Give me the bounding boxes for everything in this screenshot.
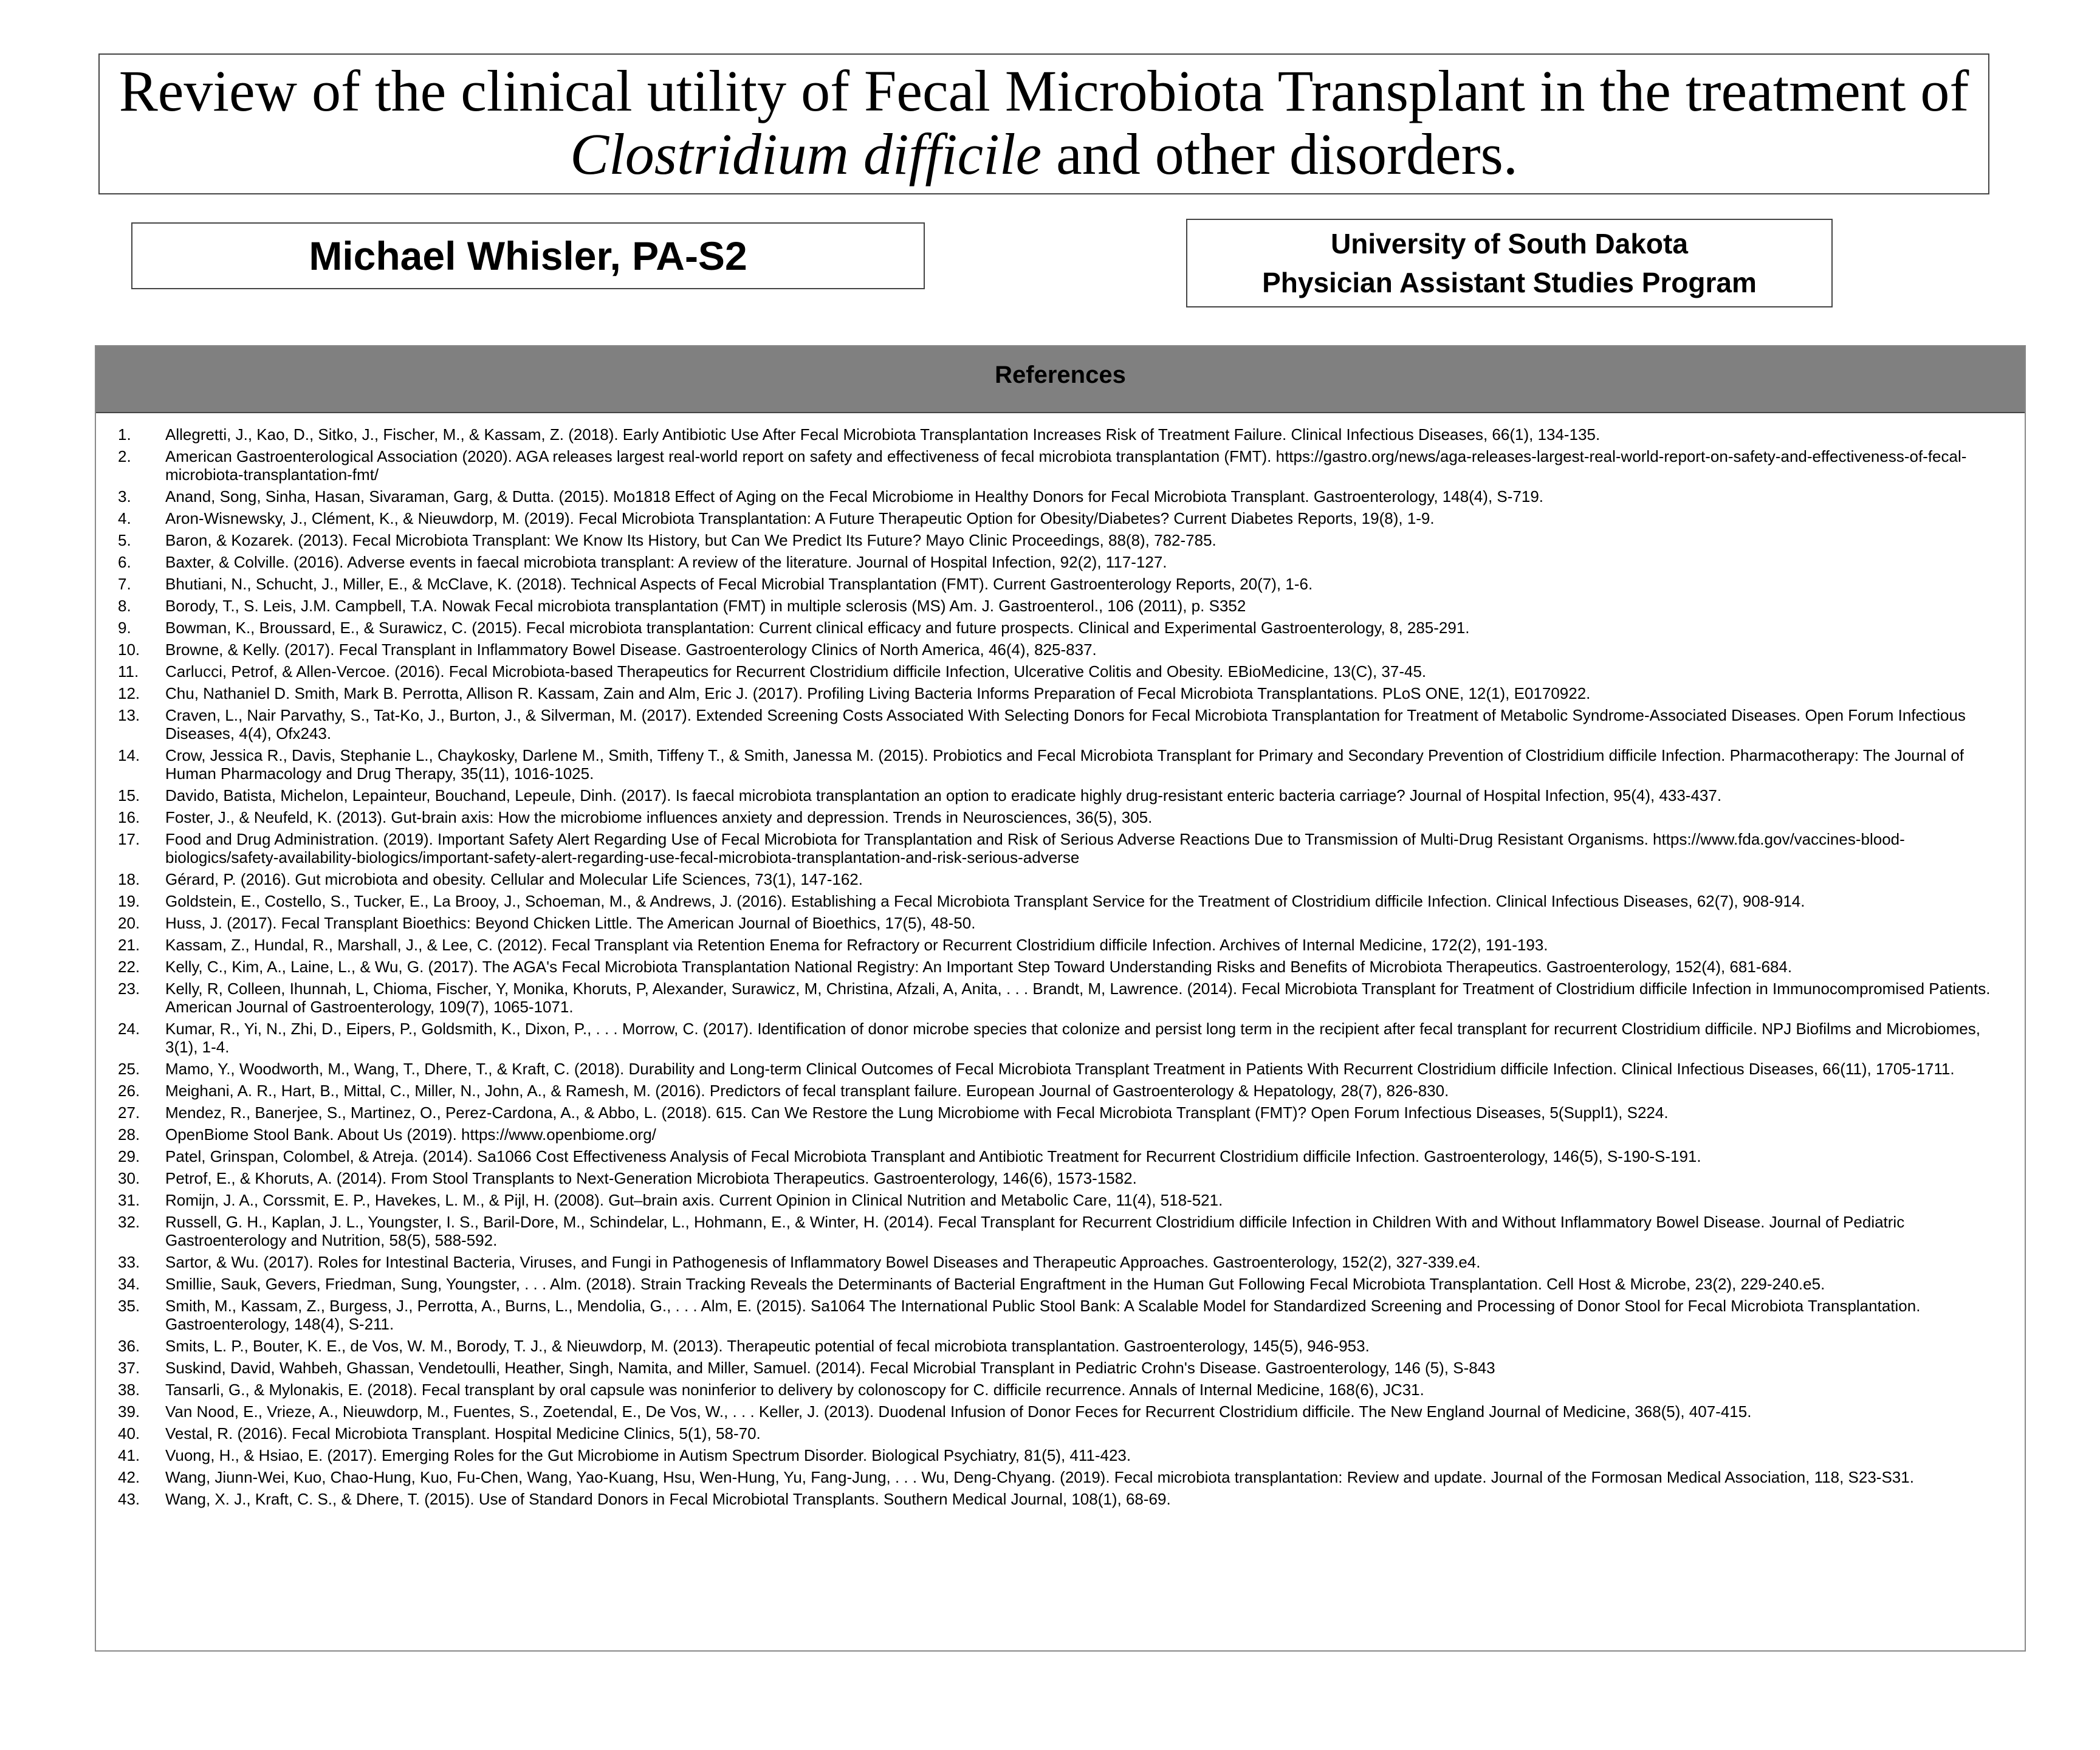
reference-text: Davido, Batista, Michelon, Lepainteur, Bouchand, Lepeule, Dinh. (2017). Is faecal microbiota transplantation an option to eradicate highly drug-resistant enteric bacteria carriage? Journal of Hospital Infection, 95(4), 433-437. [165,786,1722,805]
reference-number: 37. [118,1359,140,1377]
reference-number: 40. [118,1424,140,1443]
reference-text: Chu, Nathaniel D. Smith, Mark B. Perrotta, Allison R. Kassam, Zain and Alm, Eric J. (2017). Profiling Living Bacteria Informs Preparation of Fecal Microbiota Transplantations. PLoS ONE, 12(1), E0170922. [165,684,1591,702]
reference-item [118,597,1994,615]
reference-text: Goldstein, E., Costello, S., Tucker, E., La Brooy, J., Schoeman, M., & Andrews, J. (2016). Establishing a Fecal Microbiota Transplant Service for the Treatment of Clostridium difficile Infection. Clinical Infectious Diseases, 62(7), 908-914. [165,892,1805,910]
reference-number: 25. [118,1060,140,1078]
reference-number: 3. [118,487,131,506]
references-list [96,413,2025,1508]
title-organism-name: Clostridium difficile [570,122,1042,187]
reference-number: 33. [118,1253,140,1271]
reference-text: Crow, Jessica R., Davis, Stephanie L., Chaykosky, Darlene M., Smith, Tiffeny T., & Smith, Janessa M. (2015). Probiotics and Fecal Microbiota Transplant for Primary and Secondary Prevention of Clostridium difficile Infection. Pharmacotherapy: The Journal of Human Pharmacology and Drug Therapy, 35(11), 1016-1025. [165,746,1964,783]
reference-item [118,684,1994,702]
reference-text: Gérard, P. (2016). Gut microbiota and obesity. Cellular and Molecular Life Sciences, 73(1), 147-162. [165,870,863,888]
reference-number: 17. [118,830,140,848]
reference-item [118,1424,1994,1443]
reference-item [118,786,1994,805]
reference-item [118,640,1994,659]
reference-text: Wang, Jiunn-Wei, Kuo, Chao-Hung, Kuo, Fu-Chen, Wang, Yao-Kuang, Hsu, Wen-Hung, Yu, Fang-Jung, . . . Wu, Deng-Chyang. (2019). Fecal microbiota transplantation: Review and update. Journal of the Formosan Medical Association, 118, S23-S31. [165,1468,1914,1486]
reference-item [118,1468,1994,1486]
program-name: Physician Assistant Studies Program [1262,267,1757,298]
reference-text: Food and Drug Administration. (2019). Important Safety Alert Regarding Use of Fecal Microbiota for Transplantation and Risk of Serious Adverse Reactions Due to Transmission of Multi-Drug Resistant Organisms. https://www.fda.gov/vaccines-blood-biologics/safety-availability-biologics/important-safety-alert-regarding-use-fecal-microbiota-transplantation-and-risk-serious-adverse [165,830,1905,866]
reference-text: Meighani, A. R., Hart, B., Mittal, C., Miller, N., John, A., & Ramesh, M. (2016). Predictors of fecal transplant failure. European Journal of Gastroenterology & Hepatology, 28(7), 826-830. [165,1082,1449,1100]
reference-item [118,1337,1994,1355]
reference-item [118,575,1994,593]
reference-number: 27. [118,1103,140,1122]
reference-text: Aron-Wisnewsky, J., Clément, K., & Nieuwdorp, M. (2019). Fecal Microbiota Transplantation: A Future Therapeutic Option for Obesity/Diabetes? Current Diabetes Reports, 19(8), 1-9. [165,509,1435,527]
reference-text: Allegretti, J., Kao, D., Sitko, J., Fischer, M., & Kassam, Z. (2018). Early Antibiotic Use After Fecal Microbiota Transplantation Increases Risk of Treatment Failure. Clinical Infectious Diseases, 66(1), 134-135. [165,425,1601,444]
reference-item [118,531,1994,549]
reference-text: Kelly, C., Kim, A., Laine, L., & Wu, G. (2017). The AGA's Fecal Microbiota Transplantation National Registry: An Important Step Toward Understanding Risks and Benefits of Microbiota Therapeutics. Gastroenterology, 152(4), 681-684. [165,958,1793,976]
reference-number: 6. [118,553,131,571]
reference-number: 5. [118,531,131,549]
reference-item [118,1169,1994,1187]
reference-item [118,936,1994,954]
reference-text: Tansarli, G., & Mylonakis, E. (2018). Fecal transplant by oral capsule was noninferior to delivery by colonoscopy for C. difficile recurrence. Annals of Internal Medicine, 168(6), JC31. [165,1381,1424,1399]
reference-text: Carlucci, Petrof, & Allen-Vercoe. (2016). Fecal Microbiota-based Therapeutics for Recurrent Clostridium difficile Infection, Ulcerative Colitis and Obesity. EBioMedicine, 13(C), 37-45. [165,662,1427,681]
reference-item [118,662,1994,681]
reference-item [118,830,1994,866]
title-line-2 [100,123,1988,186]
reference-item [118,619,1994,637]
reference-number: 32. [118,1213,140,1231]
reference-text: Wang, X. J., Kraft, C. S., & Dhere, T. (2015). Use of Standard Donors in Fecal Microbiotal Transplants. Southern Medical Journal, 108(1), 68-69. [165,1490,1171,1508]
reference-text: Kelly, R, Colleen, Ihunnah, L, Chioma, Fischer, Y, Monika, Khoruts, P, Alexander, Surawicz, M, Christina, Afzali, A, Anita, . . . Brandt, M, Lawrence. (2014). Fecal Microbiota Transplant for Treatment of Clostridium difficile Infection in Immunocompromised Patients. American Journal of Gastroenterology, 109(7), 1065-1071. [165,980,1991,1016]
author-box [131,222,925,289]
reference-item [118,892,1994,910]
reference-number: 4. [118,509,131,527]
references-heading: References [96,346,2025,413]
reference-text: Huss, J. (2017). Fecal Transplant Bioethics: Beyond Chicken Little. The American Journal of Bioethics, 17(5), 48-50. [165,914,976,932]
reference-item [118,1359,1994,1377]
references-panel [95,345,2026,1652]
reference-text: Bhutiani, N., Schucht, J., Miller, E., & McClave, K. (2018). Technical Aspects of Fecal Microbial Transplantation (FMT). Current Gastroenterology Reports, 20(7), 1-6. [165,575,1313,593]
reference-number: 41. [118,1446,140,1464]
reference-text: Romijn, J. A., Corssmit, E. P., Havekes, L. M., & Pijl, H. (2008). Gut–brain axis. Current Opinion in Clinical Nutrition and Metabolic Care, 11(4), 518-521. [165,1191,1223,1209]
reference-text: Craven, L., Nair Parvathy, S., Tat-Ko, J., Burton, J., & Silverman, M. (2017). Extended Screening Costs Associated With Selecting Donors for Fecal Microbiota Transplantation for Treatment of Metabolic Syndrome-Associated Diseases. Open Forum Infectious Diseases, 4(4), Ofx243. [165,706,1966,743]
reference-number: 36. [118,1337,140,1355]
reference-text: Smits, L. P., Bouter, K. E., de Vos, W. M., Borody, T. J., & Nieuwdorp, M. (2013). Therapeutic potential of fecal microbiota transplantation. Gastroenterology, 145(5), 946-953. [165,1337,1370,1355]
reference-number: 20. [118,914,140,932]
reference-item [118,958,1994,976]
reference-text: Browne, & Kelly. (2017). Fecal Transplant in Inflammatory Bowel Disease. Gastroenterology Clinics of North America, 46(4), 825-837. [165,640,1097,659]
reference-item [118,1253,1994,1271]
reference-text: Van Nood, E., Vrieze, A., Nieuwdorp, M., Fuentes, S., Zoetendal, E., De Vos, W., . . . Keller, J. (2013). Duodenal Infusion of Donor Feces for Recurrent Clostridium difficile. The New England Journal of Medicine, 368(5), 407-415. [165,1402,1752,1421]
author-name: Michael Whisler, PA-S2 [309,233,747,278]
reference-text: Sartor, & Wu. (2017). Roles for Intestinal Bacteria, Viruses, and Fungi in Pathogenesis of Inflammatory Bowel Diseases and Therapeutic Approaches. Gastroenterology, 152(2), 327-339.e4. [165,1253,1481,1271]
reference-number: 12. [118,684,140,702]
reference-text: Bowman, K., Broussard, E., & Surawicz, C. (2015). Fecal microbiota transplantation: Current clinical efficacy and future prospects. Clinical and Experimental Gastroenterology, 8, 285-291. [165,619,1470,637]
reference-number: 24. [118,1020,140,1038]
institution-box [1186,219,1833,307]
reference-text: American Gastroenterological Association (2020). AGA releases largest real-world report on safety and effectiveness of fecal microbiota transplantation (FMT). https://gastro.org/news/aga-releases-largest-real-world-report-on-safety-and-effectiveness-of-fecal-microbiota-transplantation-fmt/ [165,447,1967,484]
reference-number: 1. [118,425,131,444]
reference-text: Smith, M., Kassam, Z., Burgess, J., Perrotta, A., Burns, L., Mendolia, G., . . . Alm, E. (2015). Sa1064 The International Public Stool Bank: A Scalable Model for Standardized Screening and Processing of Donor Stool for Fecal Microbiota Transplantation. Gastroenterology, 148(4), S-211. [165,1297,1921,1333]
reference-number: 35. [118,1297,140,1315]
title-line-1: Review of the clinical utility of Fecal Microbiota Transplant in the treatment of [118,58,1969,123]
reference-item [118,1297,1994,1333]
institution-name: University of South Dakota [1331,228,1688,259]
reference-item [118,914,1994,932]
reference-number: 18. [118,870,140,888]
reference-number: 19. [118,892,140,910]
reference-number: 11. [118,662,139,681]
reference-item [118,1213,1994,1249]
reference-number: 39. [118,1402,140,1421]
reference-text: Kassam, Z., Hundal, R., Marshall, J., & Lee, C. (2012). Fecal Transplant via Retention Enema for Refractory or Recurrent Clostridium difficile Infection. Archives of Internal Medicine, 172(2), 191-193. [165,936,1548,954]
reference-number: 10. [118,640,140,659]
reference-number: 22. [118,958,140,976]
reference-text: OpenBiome Stool Bank. About Us (2019). https://www.openbiome.org/ [165,1125,656,1144]
reference-number: 38. [118,1381,140,1399]
reference-item [118,980,1994,1016]
reference-item [118,1147,1994,1165]
reference-number: 16. [118,808,140,826]
reference-number: 15. [118,786,140,805]
reference-number: 13. [118,706,140,724]
reference-number: 21. [118,936,140,954]
reference-number: 42. [118,1468,140,1486]
reference-item [118,1103,1994,1122]
reference-number: 29. [118,1147,140,1165]
reference-item [118,425,1994,444]
reference-item [118,1082,1994,1100]
reference-item [118,1275,1994,1293]
reference-item [118,487,1994,506]
reference-number: 26. [118,1082,140,1100]
reference-text: Suskind, David, Wahbeh, Ghassan, Vendetoulli, Heather, Singh, Namita, and Miller, Samuel. (2014). Fecal Microbial Transplant in Pediatric Crohn's Disease. Gastroenterology, 146 (5), S-843 [165,1359,1495,1377]
reference-text: Foster, J., & Neufeld, K. (2013). Gut-brain axis: How the microbiome influences anxiety and depression. Trends in Neurosciences, 36(5), 305. [165,808,1153,826]
reference-number: 31. [118,1191,140,1209]
reference-number: 34. [118,1275,140,1293]
reference-number: 28. [118,1125,140,1144]
reference-number: 23. [118,980,140,998]
reference-text: Kumar, R., Yi, N., Zhi, D., Eipers, P., Goldsmith, K., Dixon, P., . . . Morrow, C. (2017). Identification of donor microbe species that colonize and persist long term in the recipient after fecal transplant for recurrent Clostridium difficile. NPJ Biofilms and Microbiomes, 3(1), 1-4. [165,1020,1980,1056]
reference-text: Mamo, Y., Woodworth, M., Wang, T., Dhere, T., & Kraft, C. (2018). Durability and Long-term Clinical Outcomes of Fecal Microbiota Transplant Treatment in Patients With Recurrent Clostridium difficile Infection. Clinical Infectious Diseases, 66(11), 1705-1711. [165,1060,1955,1078]
reference-item [118,1446,1994,1464]
reference-number: 7. [118,575,131,593]
reference-text: Petrof, E., & Khoruts, A. (2014). From Stool Transplants to Next-Generation Microbiota Therapeutics. Gastroenterology, 146(6), 1573-1582. [165,1169,1137,1187]
reference-text: Borody, T., S. Leis, J.M. Campbell, T.A. Nowak Fecal microbiota transplantation (FMT) in multiple sclerosis (MS) Am. J. Gastroenterol., 106 (2011), p. S352 [165,597,1246,615]
reference-number: 9. [118,619,131,637]
title-line-2-rest: and other disorders. [1041,122,1518,187]
reference-text: Baron, & Kozarek. (2013). Fecal Microbiota Transplant: We Know Its History, but Can We Predict Its Future? Mayo Clinic Proceedings, 88(8), 782-785. [165,531,1216,549]
reference-text: Vestal, R. (2016). Fecal Microbiota Transplant. Hospital Medicine Clinics, 5(1), 58-70. [165,1424,761,1443]
reference-item [118,746,1994,783]
reference-item [118,1020,1994,1056]
reference-item [118,1125,1994,1144]
reference-text: Anand, Song, Sinha, Hasan, Sivaraman, Garg, & Dutta. (2015). Mo1818 Effect of Aging on the Fecal Microbiome in Healthy Donors for Fecal Microbiota Transplant. Gastroenterology, 148(4), S-719. [165,487,1544,506]
poster-title [98,53,1989,194]
reference-number: 43. [118,1490,140,1508]
reference-text: Baxter, & Colville. (2016). Adverse events in faecal microbiota transplant: A review of the literature. Journal of Hospital Infection, 92(2), 117-127. [165,553,1167,571]
reference-item [118,706,1994,743]
reference-text: Patel, Grinspan, Colombel, & Atreja. (2014). Sa1066 Cost Effectiveness Analysis of Fecal Microbiota Transplant and Antibiotic Treatment for Recurrent Clostridium difficile Infection. Gastroenterology, 146(5), S-190-S-191. [165,1147,1701,1165]
reference-number: 30. [118,1169,140,1187]
reference-text: Vuong, H., & Hsiao, E. (2017). Emerging Roles for the Gut Microbiome in Autism Spectrum Disorder. Biological Psychiatry, 81(5), 411-423. [165,1446,1131,1464]
reference-item [118,1381,1994,1399]
reference-item [118,808,1994,826]
reference-item [118,1402,1994,1421]
reference-item [118,1191,1994,1209]
reference-text: Smillie, Sauk, Gevers, Friedman, Sung, Youngster, . . . Alm. (2018). Strain Tracking Reveals the Determinants of Bacterial Engraftment in the Human Gut Following Fecal Microbiota Transplantation. Cell Host & Microbe, 23(2), 229-240.e5. [165,1275,1825,1293]
reference-item [118,1490,1994,1508]
reference-number: 14. [118,746,140,764]
reference-text: Mendez, R., Banerjee, S., Martinez, O., Perez-Cardona, A., & Abbo, L. (2018). 615. Can We Restore the Lung Microbiome with Fecal Microbiota Transplant (FMT)? Open Forum Infectious Diseases, 5(Suppl1), S224. [165,1103,1669,1122]
reference-text: Russell, G. H., Kaplan, J. L., Youngster, I. S., Baril-Dore, M., Schindelar, L., Hohmann, E., & Winter, H. (2014). Fecal Transplant for Recurrent Clostridium difficile Infection in Children With and Without Inflammatory Bowel Disease. Journal of Pediatric Gastroenterology and Nutrition, 58(5), 588-592. [165,1213,1905,1249]
reference-item [118,870,1994,888]
reference-item [118,553,1994,571]
reference-number: 2. [118,447,131,465]
reference-item [118,509,1994,527]
reference-number: 8. [118,597,131,615]
reference-item [118,447,1994,484]
reference-item [118,1060,1994,1078]
